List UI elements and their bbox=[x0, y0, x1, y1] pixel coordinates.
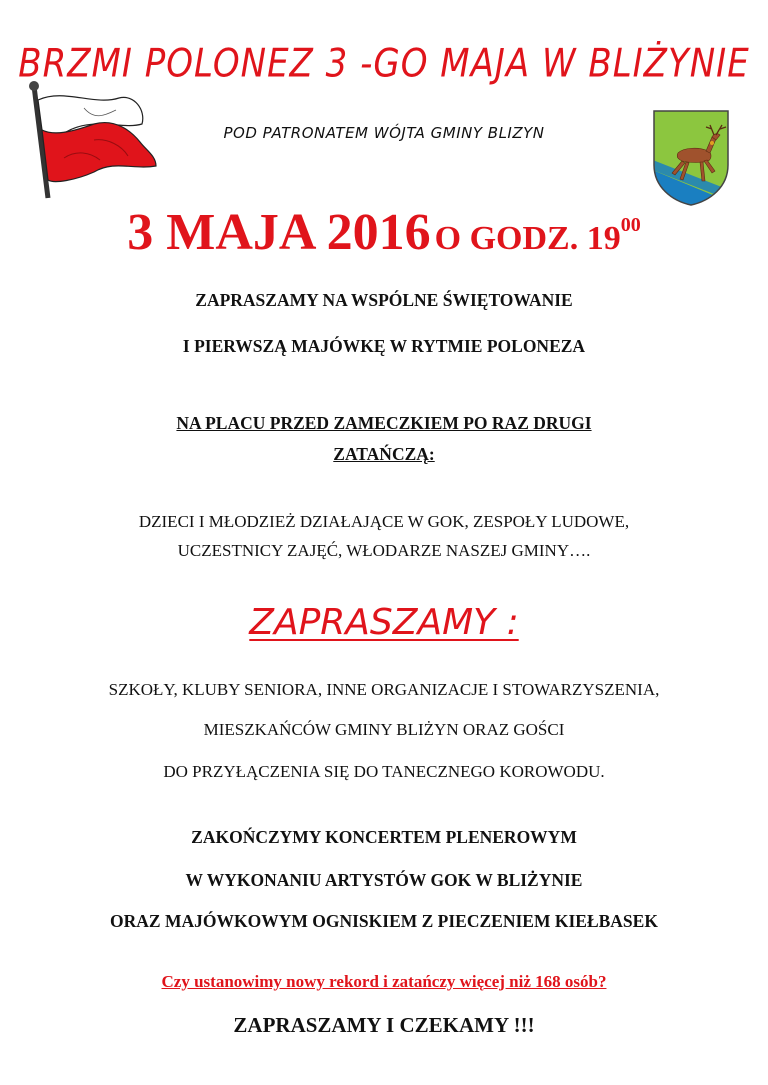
invite-line-3: DO PRZYŁĄCZENIA SIĘ DO TANECZNEGO KOROWODU. bbox=[163, 762, 605, 781]
deer-coat-of-arms-icon bbox=[650, 107, 732, 207]
event-date-time bbox=[0, 203, 768, 262]
event-date: 3 MAJA 2016 bbox=[127, 204, 431, 261]
invitation-line-1: ZAPRASZAMY NA WSPÓLNE ŚWIĘTOWANIE bbox=[195, 290, 573, 310]
dancers-line-1: DZIECI I MŁODZIEŻ DZIAŁAJĄCE W GOK, ZESPOŁY LUDOWE, bbox=[138, 512, 630, 531]
dance-heading-1: NA PLACU PRZED ZAMECZKIEM PO RAZ DRUGI bbox=[176, 413, 592, 433]
record-question: Czy ustanowimy nowy rekord i zatańczy więcej niż 168 osób? bbox=[161, 972, 607, 991]
final-invitation: ZAPRASZAMY I CZEKAMY !!! bbox=[233, 1013, 535, 1037]
event-time bbox=[434, 213, 641, 257]
polish-flag-icon bbox=[24, 80, 164, 204]
patronage-line: POD PATRONATEM WÓJTA GMINY BLIZYN bbox=[223, 124, 545, 142]
invitation-line-2: I PIERWSZĄ MAJÓWKĘ W RYTMIE POLONEZA bbox=[182, 336, 586, 356]
closing-line-1: ZAKOŃCZYMY KONCERTEM PLENEROWYM bbox=[191, 827, 577, 847]
closing-line-2: W WYKONANIU ARTYSTÓW GOK W BLIŻYNIE bbox=[185, 870, 583, 890]
poster-title: BRZMI POLONEZ 3 -GO MAJA W BLIŻYNIE bbox=[18, 41, 750, 87]
invite-heading: ZAPRASZAMY : bbox=[249, 602, 519, 643]
dance-heading-2: ZATAŃCZĄ: bbox=[333, 444, 435, 464]
invite-line-2: MIESZKAŃCÓW GMINY BLIŻYN ORAZ GOŚCI bbox=[203, 720, 565, 739]
dancers-line-2: UCZESTNICY ZAJĘĆ, WŁODARZE NASZEJ GMINY…. bbox=[177, 541, 591, 560]
invite-line-1: SZKOŁY, KLUBY SENIORA, INNE ORGANIZACJE I STOWARZYSZENIA, bbox=[108, 680, 660, 699]
closing-line-3: ORAZ MAJÓWKOWYM OGNISKIEM Z PIECZENIEM KIEŁBASEK bbox=[110, 911, 658, 931]
event-time-prefix: O GODZ. 19 bbox=[434, 220, 621, 257]
event-time-minutes: 00 bbox=[620, 213, 641, 236]
